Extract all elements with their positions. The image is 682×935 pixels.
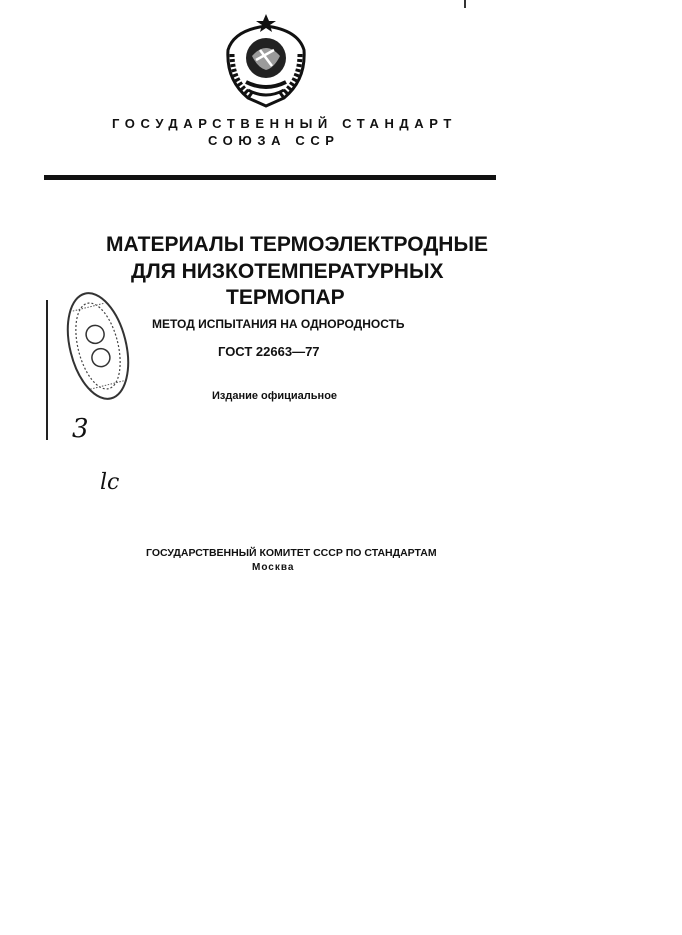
library-stamp-icon	[62, 286, 134, 406]
state-emblem-icon	[218, 10, 314, 110]
title-line-3: ТЕРМОПАР	[226, 286, 345, 309]
handwritten-note-1: 3	[72, 414, 89, 444]
header-line-2: СОЮЗА ССР	[208, 133, 340, 148]
title-line-2: ДЛЯ НИЗКОТЕМПЕРАТУРНЫХ	[131, 260, 444, 283]
scan-edge-line	[46, 300, 48, 440]
publisher-city: Москва	[252, 562, 295, 573]
header-line-1: ГОСУДАРСТВЕННЫЙ СТАНДАРТ	[112, 116, 457, 131]
title-line-1: МАТЕРИАЛЫ ТЕРМОЭЛЕКТРОДНЫЕ	[106, 233, 489, 256]
handwritten-note-2: lc	[100, 470, 120, 495]
publisher-name: ГОСУДАРСТВЕННЫЙ КОМИТЕТ СССР ПО СТАНДАРТАМ	[146, 547, 437, 559]
divider-rule	[44, 175, 496, 180]
edition-note: Издание официальное	[212, 390, 338, 402]
standard-number: ГОСТ 22663—77	[218, 344, 320, 359]
document-subtitle: МЕТОД ИСПЫТАНИЯ НА ОДНОРОДНОСТЬ	[152, 317, 405, 331]
edge-mark	[464, 0, 466, 8]
